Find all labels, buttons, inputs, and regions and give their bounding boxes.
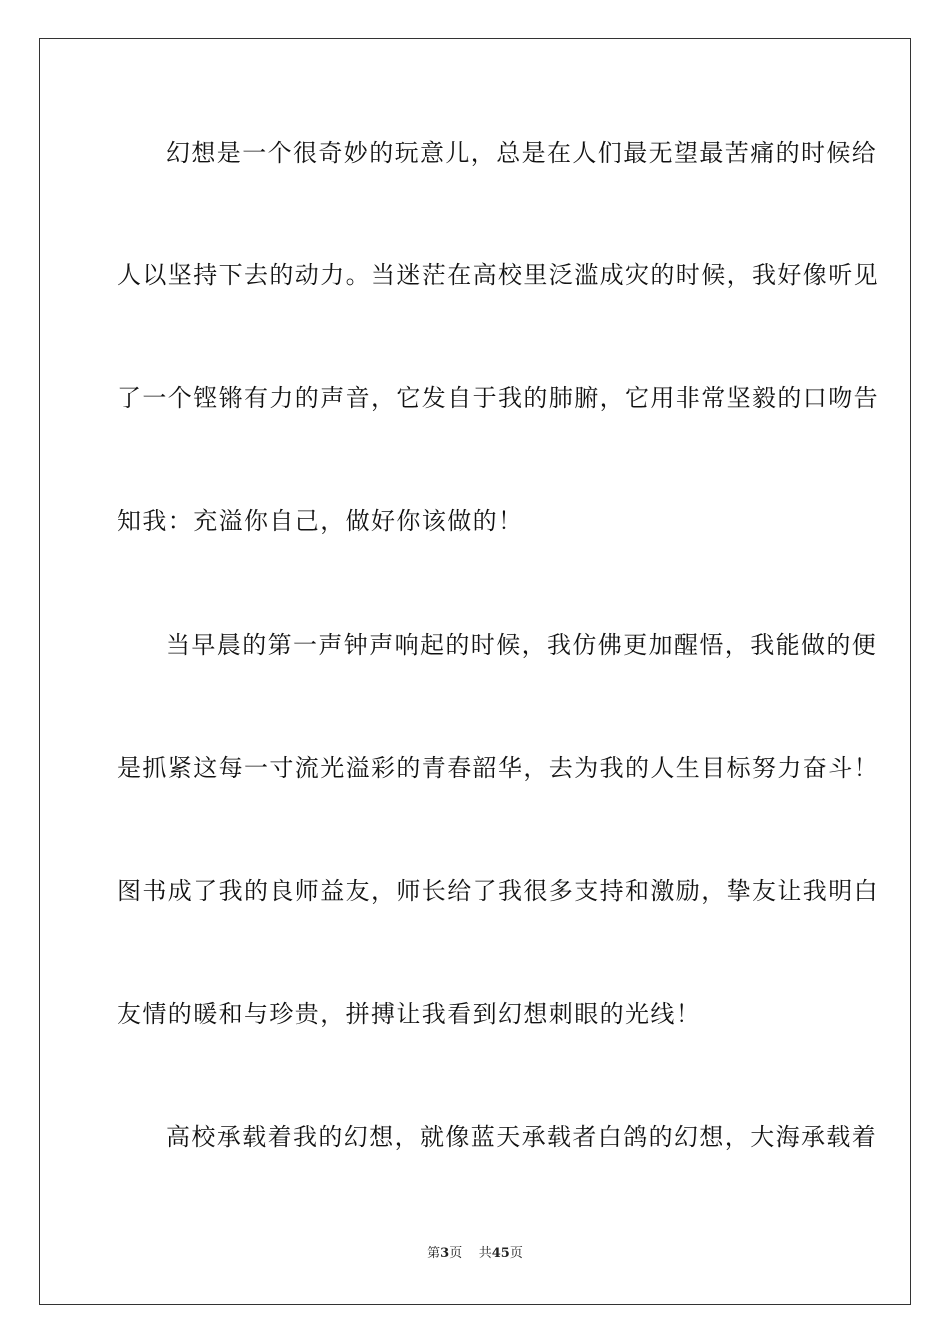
paragraph-line: 人以坚持下去的动力。当迷茫在高校里泛滥成灾的时候，我好像听见 [117,261,879,289]
paragraph-line: 是抓紧这每一寸流光溢彩的青春韶华，去为我的人生目标努力奋斗！ [117,754,879,782]
page-border [39,38,911,1305]
page-suffix: 页 [449,1246,463,1261]
paragraph-line: 高校承载着我的幻想，就像蓝天承载者白鸽的幻想，大海承载着 [166,1123,878,1151]
paragraph-line: 友情的暖和与珍贵，拼搏让我看到幻想刺眼的光线！ [117,1000,702,1028]
total-suffix: 页 [509,1246,523,1261]
paragraph-line: 知我：充溢你自己，做好你该做的！ [117,507,524,535]
paragraph-line: 图书成了我的良师益友，师长给了我很多支持和激励，挚友让我明白 [117,877,879,905]
total-prefix: 共 [478,1246,492,1261]
paragraph-line: 幻想是一个很奇妙的玩意儿，总是在人们最无望最苦痛的时候给 [166,139,878,167]
page-footer [0,1245,950,1263]
page-number: 3 [440,1246,450,1261]
paragraph-line: 了一个铿锵有力的声音，它发自于我的肺腑，它用非常坚毅的口吻告 [117,384,879,412]
page-prefix: 第 [427,1246,441,1261]
total-pages: 45 [491,1246,510,1261]
paragraph-line: 当早晨的第一声钟声响起的时候，我仿佛更加醒悟，我能做的便 [166,631,878,659]
